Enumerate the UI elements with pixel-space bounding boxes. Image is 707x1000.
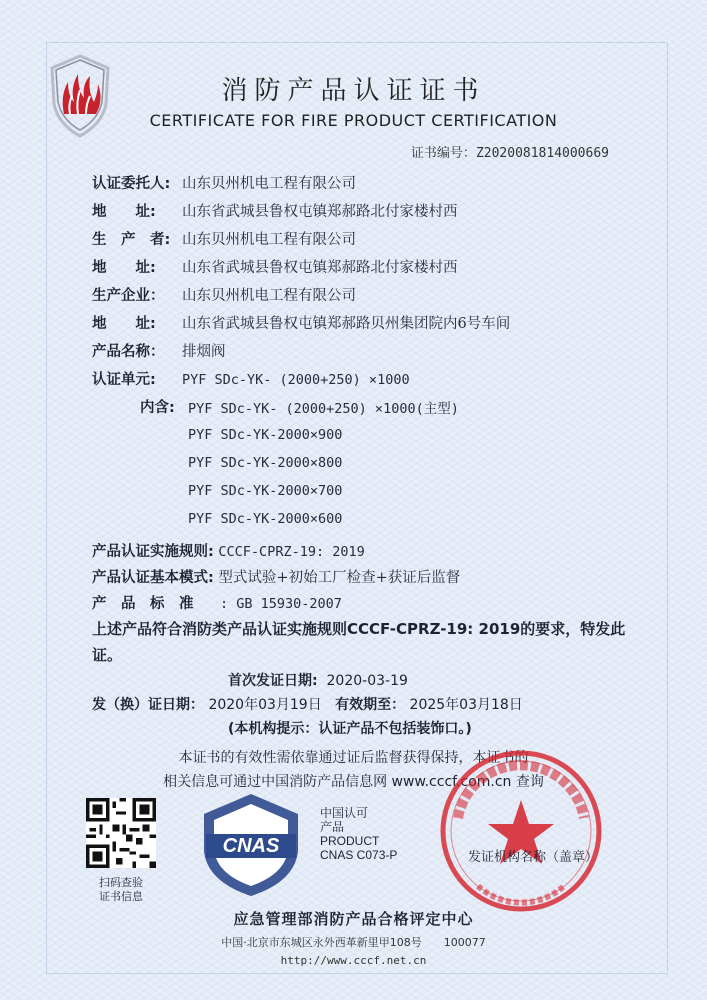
validity-info-line-2: 相关信息可通过中国消防产品信息网 www.cccf.com.cn 查询: [163, 774, 544, 790]
field-value: : GB 15930-2007: [220, 596, 342, 612]
cnas-accreditation-text: [320, 806, 397, 862]
field-label: 生产企业：: [92, 288, 165, 304]
valid-date: 2025年03月18日: [409, 697, 523, 713]
certificate-number-value: Z2020081814000669: [475, 146, 609, 161]
contains-item: PYF SDc-YK- (2000+250) ×1000(主型): [188, 401, 459, 417]
field-value: 山东省武城县鲁权屯镇郑郝路贝州集团院内6号车间: [182, 316, 511, 332]
field-label: 地 址:: [92, 260, 156, 276]
field-factory: [92, 284, 356, 305]
field-implementation-rules: [92, 540, 365, 561]
issuing-organization: 应急管理部消防产品合格评定中心: [233, 910, 474, 928]
certification-statement: 上述产品符合消防类产品认证实施规则CCCF-CPRZ-19: 2019的要求，特发此证。: [92, 620, 626, 664]
field-cert-unit: [92, 368, 410, 389]
field-product-name: [92, 340, 226, 361]
qr-caption: [84, 876, 158, 904]
field-product-standard: [92, 592, 342, 613]
cnas-text-line: 中国认可: [320, 806, 369, 820]
field-value: CCCF-CPRZ-19: 2019: [218, 544, 365, 560]
qr-caption-line-2: 证书信息: [99, 890, 143, 903]
contains-item: PYF SDc-YK-2000×700: [188, 483, 343, 499]
cnas-logo-icon: [196, 790, 306, 900]
official-seal-stamp: [438, 748, 604, 914]
organization-website: http://www.cccf.net.cn: [280, 954, 427, 967]
field-applicant: [92, 172, 356, 193]
first-issue-label: 首次发证日期:: [228, 673, 318, 689]
certificate-title-en: CERTIFICATE FOR FIRE PRODUCT CERTIFICATION: [149, 111, 558, 130]
field-value: 山东贝州机电工程有限公司: [182, 176, 356, 192]
certificate-number-label: 证书编号：: [410, 146, 476, 161]
organization-address: 中国·北京市东城区永外西革新里甲108号 100077: [221, 936, 486, 949]
contains-item: PYF SDc-YK-2000×900: [188, 427, 343, 443]
contains-item: PYF SDc-YK-2000×800: [188, 455, 343, 471]
validity-info-line-1: 本证书的有效性需依靠通过证后监督获得保持，本证书的: [178, 750, 529, 766]
contains-item: PYF SDc-YK-2000×600: [188, 511, 343, 527]
field-label: 认证委托人:: [92, 176, 171, 192]
field-value: 型式试验+初始工厂检查+获证后监督: [218, 570, 461, 586]
field-label: 地 址:: [92, 316, 156, 332]
field-certification-mode: [92, 566, 460, 587]
field-factory-address: [92, 312, 510, 333]
field-value: 山东省武城县鲁权屯镇郑郝路北付家楼村西: [182, 204, 458, 220]
field-value: 山东省武城县鲁权屯镇郑郝路北付家楼村西: [182, 260, 458, 276]
first-issue-value: 2020-03-19: [326, 673, 408, 689]
field-label: 产品认证基本模式:: [92, 570, 214, 586]
cnas-logo-text: CNAS: [222, 835, 280, 857]
issuer-label: 发证机构名称（盖章）: [468, 850, 599, 865]
field-value: 排烟阀: [182, 344, 226, 360]
field-value: 山东贝州机电工程有限公司: [182, 232, 356, 248]
field-label: 产 品 标 准: [92, 596, 194, 612]
cnas-text-line: PRODUCT: [320, 834, 380, 848]
institution-note: (本机构提示：认证产品不包括装饰口。): [228, 721, 472, 737]
issue-valid-dates: [92, 694, 523, 714]
field-label: 生 产 者:: [92, 232, 171, 248]
first-issue-date: [228, 670, 408, 690]
qr-code-icon: [86, 798, 156, 868]
field-manufacturer-address: [92, 256, 458, 277]
field-value: 山东贝州机电工程有限公司: [182, 288, 356, 304]
cnas-text-line: 产品: [320, 820, 345, 834]
field-manufacturer: [92, 228, 356, 249]
contains-label: 内含:: [140, 400, 175, 416]
qr-caption-line-1: 扫码查验: [99, 876, 143, 889]
valid-label: 有效期至：: [335, 697, 406, 713]
field-value: PYF SDc-YK- (2000+250) ×1000: [182, 372, 410, 388]
cnas-text-line: CNAS C073-P: [320, 848, 398, 862]
field-label: 地 址:: [92, 204, 156, 220]
field-label: 产品认证实施规则:: [92, 544, 214, 560]
certificate-number: [411, 142, 609, 161]
issue-label: 发（换）证日期：: [92, 697, 204, 713]
issue-date: 2020年03月19日: [208, 697, 322, 713]
field-label: 认证单元:: [92, 372, 156, 388]
certificate-title-cn: 消防产品认证证书: [221, 76, 486, 106]
field-applicant-address: [92, 200, 458, 221]
field-label: 产品名称：: [92, 344, 165, 360]
